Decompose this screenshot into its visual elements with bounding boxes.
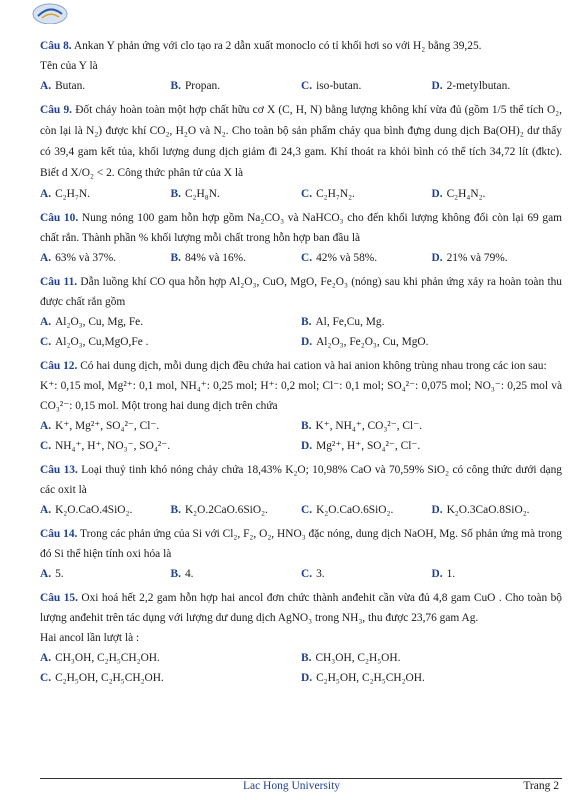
option-c: C. Al₂O₃, Cu,MgO,Fe . bbox=[40, 336, 149, 348]
question-14 bbox=[40, 524, 562, 584]
question-text: Loại thuỷ tinh khó nóng chảy chứa 18,43% K₂O; 10,98% CaO và 70,59% SiO₂ có công thức dưới dạng các oxit là bbox=[40, 464, 562, 496]
option-d: D. 2-metylbutan. bbox=[431, 80, 511, 92]
option-b: B. Propan. bbox=[170, 80, 221, 92]
option-d: D. Al₂O₃, Fe₂O₃, Cu, MgO. bbox=[301, 336, 429, 348]
option-a: A. Al₂O₃, Cu, Mg, Fe. bbox=[40, 316, 144, 328]
question-text: Đốt cháy hoàn toàn một hợp chất hữu cơ X (C, H, N) bằng lượng không khí vừa đủ (gồm 1/5 thể tích O₂, còn lại là N₂) được khí CO₂, H₂O và N₂. Cho toàn bộ sản phẩm cháy qua bình đựng dung dịch Ba(OH)₂ dư thấy có 39,4 gam kết tủa, khối lượng dung dịch giảm đi 24,3 gam. Khí thoát ra khỏi bình có thể tích 34,72 lít (đktc). Biết d X/O₂ < 2. Công thức phân tử của X là bbox=[40, 104, 562, 179]
option-d: D. K₂O.3CaO.8SiO₂. bbox=[431, 504, 530, 516]
question-text-2: Hai ancol lần lượt là : bbox=[40, 632, 140, 644]
footer-divider bbox=[40, 778, 562, 779]
option-d: D. 1. bbox=[431, 568, 456, 580]
option-a: A. CH₃OH, C₂H₅CH₂OH. bbox=[40, 652, 160, 664]
question-text: Nung nóng 100 gam hỗn hợp gồm Na₂CO₃ và NaHCO₃ cho đến khối lượng không đổi còn lại 69 gam chất rắn. Thành phần % khối lượng mỗi chất trong hỗn hợp ban đầu là bbox=[40, 212, 562, 244]
option-a: A. Butan. bbox=[40, 80, 86, 92]
question-text: Có hai dung dịch, mỗi dung dịch đều chứa hai cation và hai anion không trùng nhau trong các ion sau: bbox=[80, 360, 547, 372]
option-d: D. Mg²⁺, H⁺, SO₄²⁻, Cl⁻. bbox=[301, 440, 421, 452]
option-d: D. C₂H₅OH, C₂H₅CH₂OH. bbox=[301, 672, 425, 684]
question-text: Ankan Y phản ứng với clo tạo ra 2 dẫn xuất monoclo có tỉ khối hơi so với H₂ bằng 39,25. bbox=[73, 40, 482, 52]
question-number: Câu 14. bbox=[40, 528, 78, 540]
question-9 bbox=[40, 100, 562, 204]
option-a: A. 63% và 37%. bbox=[40, 252, 117, 264]
option-c: C. iso-butan. bbox=[301, 80, 362, 92]
question-10 bbox=[40, 208, 562, 268]
option-a: A. K₂O.CaO.4SiO₂. bbox=[40, 504, 133, 516]
question-12 bbox=[40, 356, 562, 456]
option-b: B. 4. bbox=[170, 568, 194, 580]
option-b: B. 84% và 16%. bbox=[170, 252, 247, 264]
question-text: Dẫn luồng khí CO qua hỗn hợp Al₂O₃, CuO, MgO, Fe₂O₃ (nóng) sau khi phản ứng xảy ra hoàn toàn thu được chất rắn gồm bbox=[40, 276, 563, 308]
question-number: Câu 10. bbox=[40, 212, 79, 224]
question-list bbox=[40, 36, 562, 692]
option-a: A. C₂H₇N. bbox=[40, 188, 90, 200]
question-13 bbox=[40, 460, 562, 520]
question-text-2: Tên của Y là bbox=[40, 60, 98, 72]
option-a: A. K⁺, Mg²⁺, SO₄²⁻, Cl⁻. bbox=[40, 420, 160, 432]
option-c: C. C₂H₇N₂. bbox=[301, 188, 355, 200]
option-c: C. 42% và 58%. bbox=[301, 252, 378, 264]
question-text: Oxi hoá hết 2,2 gam hỗn hợp hai ancol đơn chức thành anđehit cần vừa đủ 4,8 gam CuO . Cho toàn bộ lượng anđehit trên tác dụng với lượng dư dung dịch AgNO₃ trong NH₃, thu được 23,76 gam Ag. bbox=[40, 592, 562, 624]
option-a: A. 5. bbox=[40, 568, 64, 580]
question-number: Câu 13. bbox=[40, 464, 78, 476]
option-c: C. 3. bbox=[301, 568, 325, 580]
question-number: Câu 9. bbox=[40, 104, 72, 116]
question-number: Câu 12. bbox=[40, 360, 78, 372]
option-d: D. 21% và 79%. bbox=[431, 252, 508, 264]
option-d: D. C₂H₄N₂. bbox=[431, 188, 486, 200]
question-15 bbox=[40, 588, 562, 688]
option-b: B. K⁺, NH₄⁺, CO₃²⁻, Cl⁻. bbox=[301, 420, 423, 432]
question-text: Trong các phản ứng của Si với Cl₂, F₂, O₂, HNO₃ đặc nóng, dung dịch NaOH, Mg. Số phản ứng mà trong đó Si thể hiện tính oxi hóa là bbox=[40, 528, 562, 560]
question-8 bbox=[40, 36, 562, 96]
university-logo-icon bbox=[32, 2, 68, 24]
question-text-2: K⁺: 0,15 mol, Mg²⁺: 0,1 mol, NH₄⁺: 0,25 mol; H⁺: 0,2 mol; Cl⁻: 0,1 mol; SO₄²⁻: 0,075 mol; NO₃⁻: 0,25 mol và CO₃²⁻: 0,15 mol. Một trong hai dung dịch trên chứa bbox=[40, 380, 562, 412]
option-b: B. C₂H₈N. bbox=[170, 188, 220, 200]
question-number: Câu 11. bbox=[40, 276, 78, 288]
option-b: B. K₂O.2CaO.6SiO₂. bbox=[170, 504, 268, 516]
question-11 bbox=[40, 272, 562, 352]
option-c: C. NH₄⁺, H⁺, NO₃⁻, SO₄²⁻. bbox=[40, 440, 171, 452]
page-number: Trang 2 bbox=[523, 780, 559, 792]
question-number: Câu 8. bbox=[40, 40, 72, 52]
option-c: C. C₂H₅OH, C₂H₅CH₂OH. bbox=[40, 672, 164, 684]
option-b: B. CH₃OH, C₂H₅OH. bbox=[301, 652, 401, 664]
question-number: Câu 15. bbox=[40, 592, 78, 604]
option-c: C. K₂O.CaO.6SiO₂. bbox=[301, 504, 394, 516]
option-b: B. Al, Fe,Cu, Mg. bbox=[301, 316, 385, 328]
footer-university: Lac Hong University bbox=[242, 780, 341, 792]
